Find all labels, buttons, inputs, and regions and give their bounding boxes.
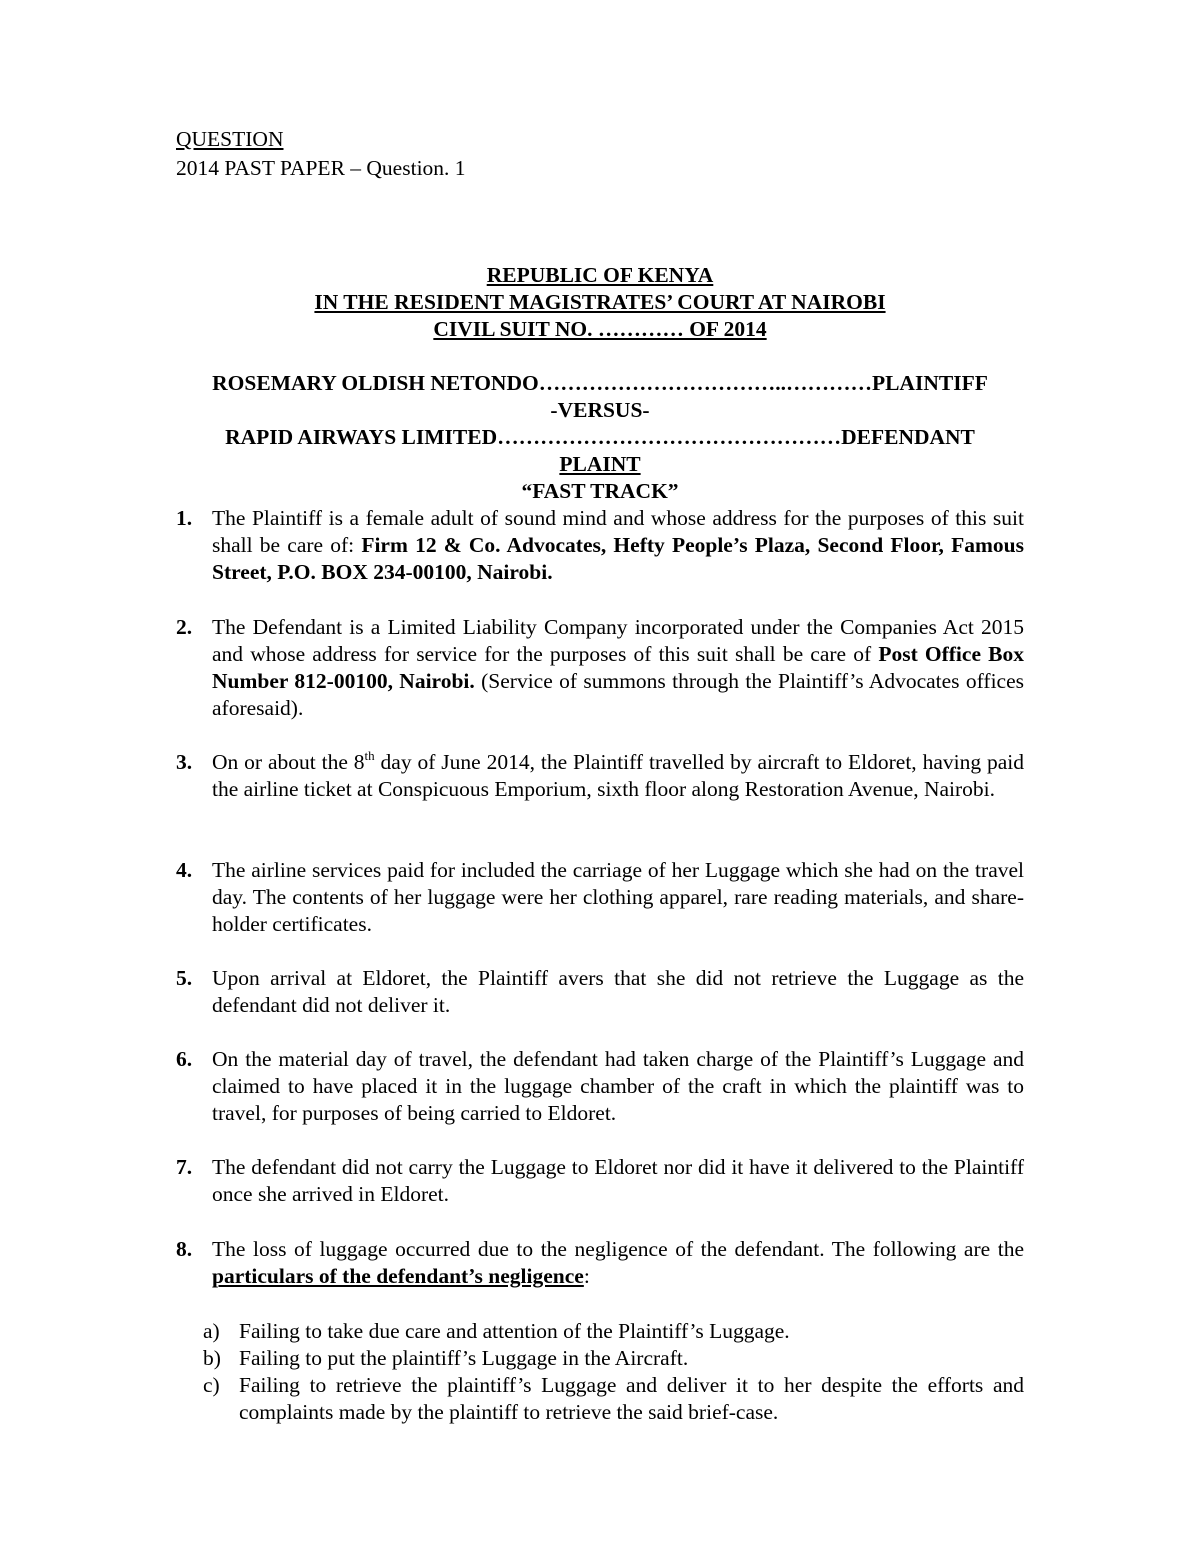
- list-item: [176, 749, 1024, 803]
- particular-letter: a): [203, 1319, 220, 1343]
- question-subtitle: 2014 PAST PAPER – Question. 1: [176, 156, 466, 180]
- paragraph-text-tail: :: [583, 1264, 590, 1288]
- list-item: [176, 1154, 1024, 1208]
- republic-heading: REPUBLIC OF KENYA: [486, 263, 714, 287]
- paragraph-text: The Plaintiff is a female adult of sound mind and whose address for the purposes of this suit shall be care of:: [212, 506, 1024, 557]
- paragraph-text: Upon arrival at Eldoret, the Plaintiff avers that she did not retrieve the Luggage as the defendant did not deliver it.: [212, 966, 1024, 1017]
- paragraph-number: 5.: [176, 966, 193, 990]
- paragraph-2: [176, 614, 1024, 722]
- suit-number-heading: CIVIL SUIT NO. ………… OF 2014: [433, 317, 767, 341]
- question-heading: QUESTION: [176, 127, 284, 151]
- paragraph-text-tail: (Service of summons through the Plaintiff’s Advocates offices aforesaid).: [212, 669, 1024, 720]
- paragraph-number: 6.: [176, 1047, 193, 1071]
- plaint-track: “FAST TRACK”: [521, 479, 679, 503]
- plaint-title: PLAINT: [559, 452, 641, 476]
- particular-letter: b): [203, 1346, 221, 1370]
- paragraph-number: 3.: [176, 750, 193, 774]
- paragraph-text: On the material day of travel, the defendant had taken charge of the Plaintiff’s Luggage and claimed to have placed it in the luggage chamber of the craft in which the plaintiff was to travel, for purposes of being carried to Eldoret.: [212, 1047, 1024, 1125]
- paragraph-number: 2.: [176, 615, 193, 639]
- list-item: [203, 1372, 1024, 1426]
- plaint-heading-block: [176, 451, 1024, 505]
- paragraph-text: The Defendant is a Limited Liability Company incorporated under the Companies Act 2015 and whose address for service for the purposes of this suit shall be care of: [212, 615, 1024, 666]
- particular-text: Failing to retrieve the plaintiff’s Luggage and deliver it to her despite the efforts and complaints made by the plaintiff to retrieve the said brief-case.: [239, 1373, 1024, 1424]
- list-item: [176, 1046, 1024, 1127]
- list-item: [203, 1318, 1024, 1345]
- paragraph-8: [176, 1236, 1024, 1290]
- list-item: [176, 965, 1024, 1019]
- paragraph-7: [176, 1154, 1024, 1208]
- paragraph-text: On or about the 8: [212, 750, 365, 774]
- court-name-heading: IN THE RESIDENT MAGISTRATES’ COURT AT NAIROBI: [314, 290, 886, 314]
- plaintiff-line: ROSEMARY OLDISH NETONDO……………………………..…………PLAINTIFF: [212, 371, 988, 395]
- particular-text: Failing to put the plaintiff’s Luggage in the Aircraft.: [239, 1346, 689, 1370]
- particulars-list: [203, 1318, 1024, 1426]
- paragraph-text-tail: day of June 2014, the Plaintiff travelled by aircraft to Eldoret, having paid the airline ticket at Conspicuous Emporium, sixth floor along Restoration Avenue, Nairobi.: [212, 750, 1024, 801]
- list-item: [176, 614, 1024, 722]
- paragraph-number: 1.: [176, 506, 193, 530]
- court-caption: [176, 262, 1024, 343]
- list-item: [176, 1236, 1024, 1290]
- negligence-particulars-heading: particulars of the defendant’s negligence: [212, 1264, 584, 1288]
- list-item: [176, 505, 1024, 586]
- plaintiff-address: Firm 12 & Co. Advocates, Hefty People’s Plaza, Second Floor, Famous Street, P.O. BOX 234-00100, Nairobi.: [212, 533, 1024, 584]
- defendant-address: Post Office Box Number 812-00100, Nairobi.: [212, 642, 1024, 693]
- list-item: [203, 1345, 1024, 1372]
- paragraph-1: [176, 505, 1024, 586]
- paragraph-number: 4.: [176, 858, 193, 882]
- versus-line: -VERSUS-: [550, 398, 650, 422]
- paragraph-text: The loss of luggage occurred due to the negligence of the defendant. The following are the: [212, 1237, 1024, 1261]
- paragraph-3: [176, 749, 1024, 803]
- paragraph-number: 8.: [176, 1237, 193, 1261]
- particular-letter: c): [203, 1373, 220, 1397]
- particular-text: Failing to take due care and attention of the Plaintiff’s Luggage.: [239, 1319, 790, 1343]
- list-item: [176, 857, 1024, 938]
- paragraph-4: [176, 857, 1024, 938]
- paragraph-text: The airline services paid for included the carriage of her Luggage which she had on the travel day. The contents of her luggage were her clothing apparel, rare reading materials, and share-holder certificates.: [212, 858, 1024, 936]
- defendant-line: RAPID AIRWAYS LIMITED…………………………………………DEFENDANT: [225, 425, 975, 449]
- paragraph-5: [176, 965, 1024, 1019]
- paragraph-number: 7.: [176, 1155, 193, 1179]
- ordinal-suffix: th: [364, 747, 375, 763]
- paragraph-text: The defendant did not carry the Luggage to Eldoret nor did it have it delivered to the Plaintiff once she arrived in Eldoret.: [212, 1155, 1024, 1206]
- paragraph-6: [176, 1046, 1024, 1127]
